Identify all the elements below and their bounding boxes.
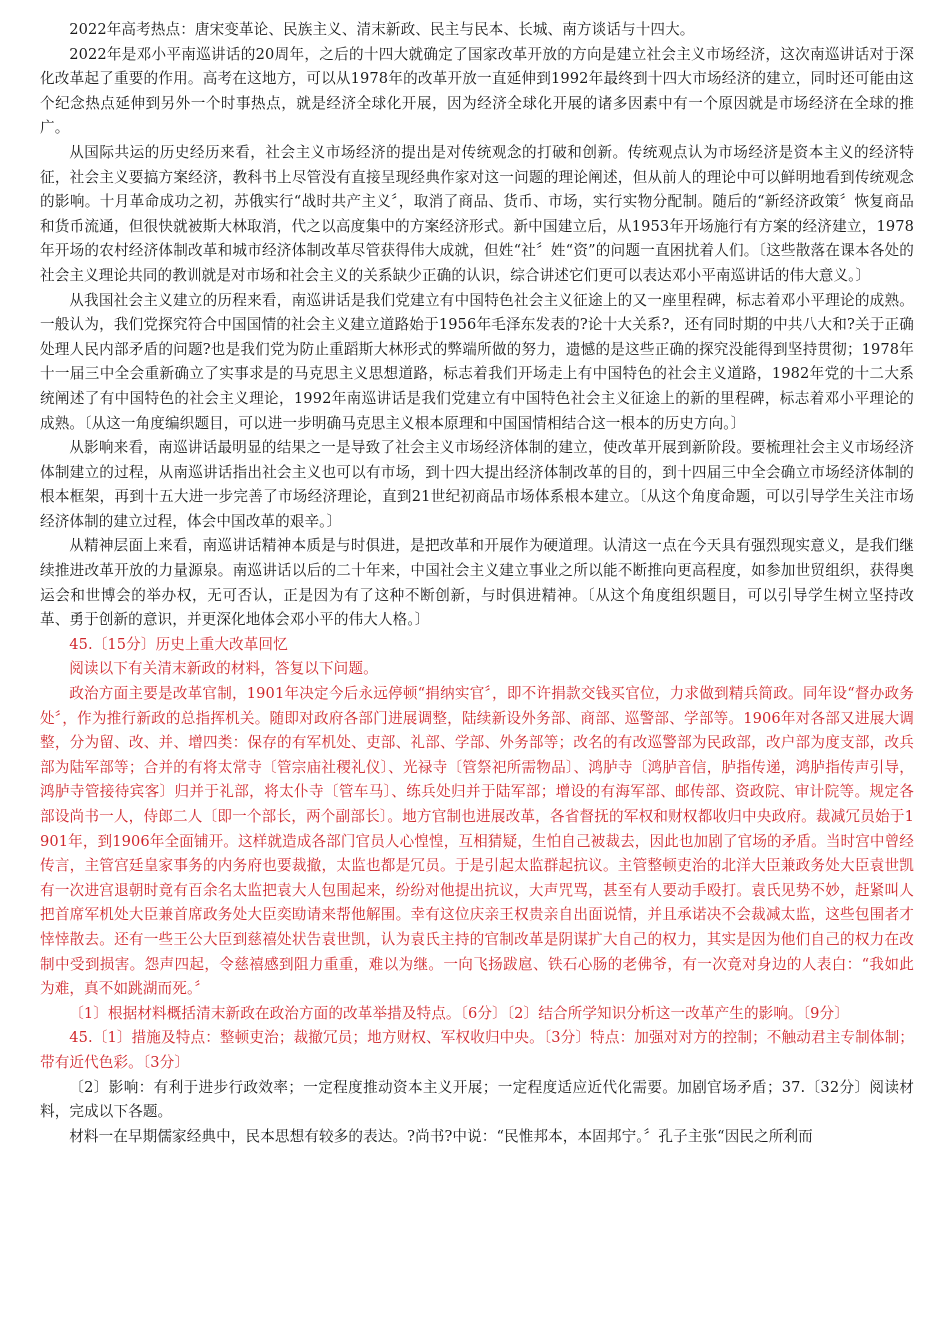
intro-hotspots-line: 2022年高考热点：唐宋变革论、民族主义、清末新政、民主与民本、长城、南方谈话与十四大。 (69, 21, 695, 38)
socialist-construction-paragraph: 从我国社会主义建立的历程来看，南巡讲话是我们党建立有中国特色社会主义征途上的又一座里程碑，标志着邓小平理论的成熟。一般认为，我们党探究符合中国国情的社会主义建立道路始于1956年毛泽东发表的?论十大关系?，还有同时期的中共八大和?关于正确处理人民内部矛盾的问题?也是我们党为防止重蹈斯大林形式的弊端所做的努力，遗憾的是这些正确的探究没能得到坚持贯彻；1978年十一届三中全会重新确立了实事求是的马克思主义思想道路，标志着我们开场走上有中国特色的社会主义道路，1982年党的十二大系统阐述了有中国特色的社会主义理论，1992年南巡讲话是我们党建立有中国特色社会主义征途上的新的里程碑，标志着邓小平理论的成熟。〔从这一角度编织题目，可以进一步明确马克思主义根本原理和中国国情相结合这一根本的历史方向。〕 (40, 291, 914, 432)
international-communism-paragraph: 从国际共运的历史经历来看，社会主义市场经济的提出是对传统观念的打破和创新。传统观点认为市场经济是资本主义的经济特征，社会主义要搞方案经济，教科书上尽管没有直接呈现经典作家对这一问题的理论阐述，但从前人的理论中可以鲜明地看到传统观念的影响。十月革命成功之初，苏俄实行“战时共产主义〞，取消了商品、货币、市场，实行实物分配制。随后的“新经济政策〞恢复商品和货币流通，但很快就被斯大林取消，代之以高度集中的方案经济形式。新中国建立后，从1953年开场施行有方案的经济建立，1978年开场的农村经济体制改革和城市经济体制改革尽管获得伟大成就，但姓“社〞姓“资”的问题一直困扰着人们。〔这些散落在课本各处的社会主义理论共同的教训就是对市场和社会主义的关系缺少正确的认识，综合讲述它们更可以表达邓小平南巡讲话的伟大意义。〕 (40, 143, 914, 284)
spirit-paragraph: 从精神层面上来看，南巡讲话精神本质是与时俱进，是把改革和开展作为硬道理。认清这一点在今天具有强烈现实意义，是我们继续推进改革开放的力量源泉。南巡讲话以后的二十年来，中国社会主义建立事业之所以能不断推向更高程度，如参加世贸组织，获得奥运会和世博会的举办权，无可否认，正是因为有了这种不断创新，与时俱进精神。〔从这个角度组织题目，可以引导学生树立坚持改革、勇于创新的意识，并更深化地体会邓小平的伟大人格。〕 (40, 537, 914, 629)
question-45-material: 政治方面主要是改革官制，1901年决定今后永远停顿“捐纳实官〞，即不许捐款交钱买官位，力求做到精兵简政。同年设“督办政务处〞，作为推行新政的总指挥机关。随即对政府各部门进展调整，陆续新设外务部、商部、巡警部、学部等。1906年对各部又进展大调整，分为留、改、并、增四类：保存的有军机处、吏部、礼部、学部、外务部等；改名的有改巡警部为民政部，改户部为度支部，改兵部为陆军部等；合并的有将太常寺〔管宗庙社稷礼仪〕、光禄寺〔管祭祀所需物品〕、鸿胪寺〔鸿胪音信，胪指传递，鸿胪指传声引导，鸿胪寺管接待宾客〕归并于礼部，将太仆寺〔管车马〕、练兵处归并于陆军部；增设的有海军部、邮传部、资政院、审计院等。规定各部设尚书一人，侍郎二人〔即一个部长，两个副部长〕。地方官制也进展改革，各省督抚的军权和财权都收归中央政府。裁减冗员始于1901年，到1906年全面铺开。这样就造成各部门官员人心惶惶，互相猜疑，生怕自己被裁去，因此也加剧了官场的矛盾。当时宫中曾经传言，主管宫廷皇家事务的内务府也要裁撤，太监也都是冗员。于是引起太监群起抗议。主管整顿吏治的北洋大臣兼政务处大臣袁世凯有一次进宫退朝时竟有百余名太监把袁大人包围起来，纷纷对他提出抗议，大声咒骂，甚至有人要动手殴打。袁氏见势不妙，赶紧叫人把首席军机处大臣兼首席政务处大臣奕劻请来帮他解围。幸有这位庆亲王权贵亲自出面说情，并且承诺决不会裁减太监，这些包围者才悻悻散去。还有一些王公大臣到慈禧处状告袁世凯，认为袁氏主持的官制改革是阴谋扩大自己的权力，其实是因为他们自己的权力在改制中受到损害。怨声四起，令慈禧感到阻力重重，难以为继。一向飞扬跋扈、铁石心肠的老佛爷，有一次竟对身边的人表白：“我如此为难，真不如跳湖而死。〞 (40, 685, 914, 998)
southern-tour-anniversary-paragraph: 2022年是邓小平南巡讲话的20周年，之后的十四大就确定了国家改革开放的方向是建立社会主义市场经济，这次南巡讲话对于深化改革起了重要的作用。高考在这地方，可以从1978年的改革开放一直延伸到1992年最终到十四大市场经济的建立，同时还可能由这个纪念热点延伸到另外一个时事热点，就是经济全球化开展，因为经济全球化开展的诸多因素中有一个原因就是市场经济在全球的推广。 (40, 45, 914, 137)
question-45-subquestions: 〔1〕根据材料概括清末新政在政治方面的改革举措及特点。〔6分〕〔2〕结合所学知识分析这一改革产生的影响。〔9分〕 (69, 1004, 849, 1022)
influence-paragraph: 从影响来看，南巡讲话最明显的结果之一是导致了社会主义市场经济体制的建立，使改革开展到新阶段。要梳理社会主义市场经济体制建立的过程，从南巡讲话指出社会主义也可以有市场，到十四大提出经济体制改革的目的，到十四届三中全会确立市场经济体制的根本框架，再到十五大进一步完善了市场经济理论，直到21世纪初商品市场体系根本建立。〔从这个角度命题，可以引导学生关注市场经济体制的建立过程，体会中国改革的艰辛。〕 (40, 439, 914, 530)
answer-45-part-2-and-question-37: 〔2〕影响：有利于进步行政效率；一定程度推动资本主义开展；一定程度适应近代化需要。加剧官场矛盾；37.〔32分〕阅读材料，完成以下各题。 (40, 1078, 914, 1121)
question-45-heading: 45.〔15分〕历史上重大改革回忆 (69, 635, 288, 653)
question-45-instruction: 阅读以下有关清末新政的材料，答复以下问题。 (69, 660, 378, 678)
question-37-material-one: 材料一在早期儒家经典中，民本思想有较多的表达。?尚书?中说：“民惟邦本，本固邦宁。〞孔子主张“因民之所利而 (69, 1127, 813, 1145)
answer-45-part-1: 45.〔1〕措施及特点：整顿吏治；裁撤冗员；地方财权、军权收归中央。〔3分〕特点：加强对对方的控制；不触动君主专制体制；带有近代色彩。〔3分〕 (40, 1029, 914, 1071)
